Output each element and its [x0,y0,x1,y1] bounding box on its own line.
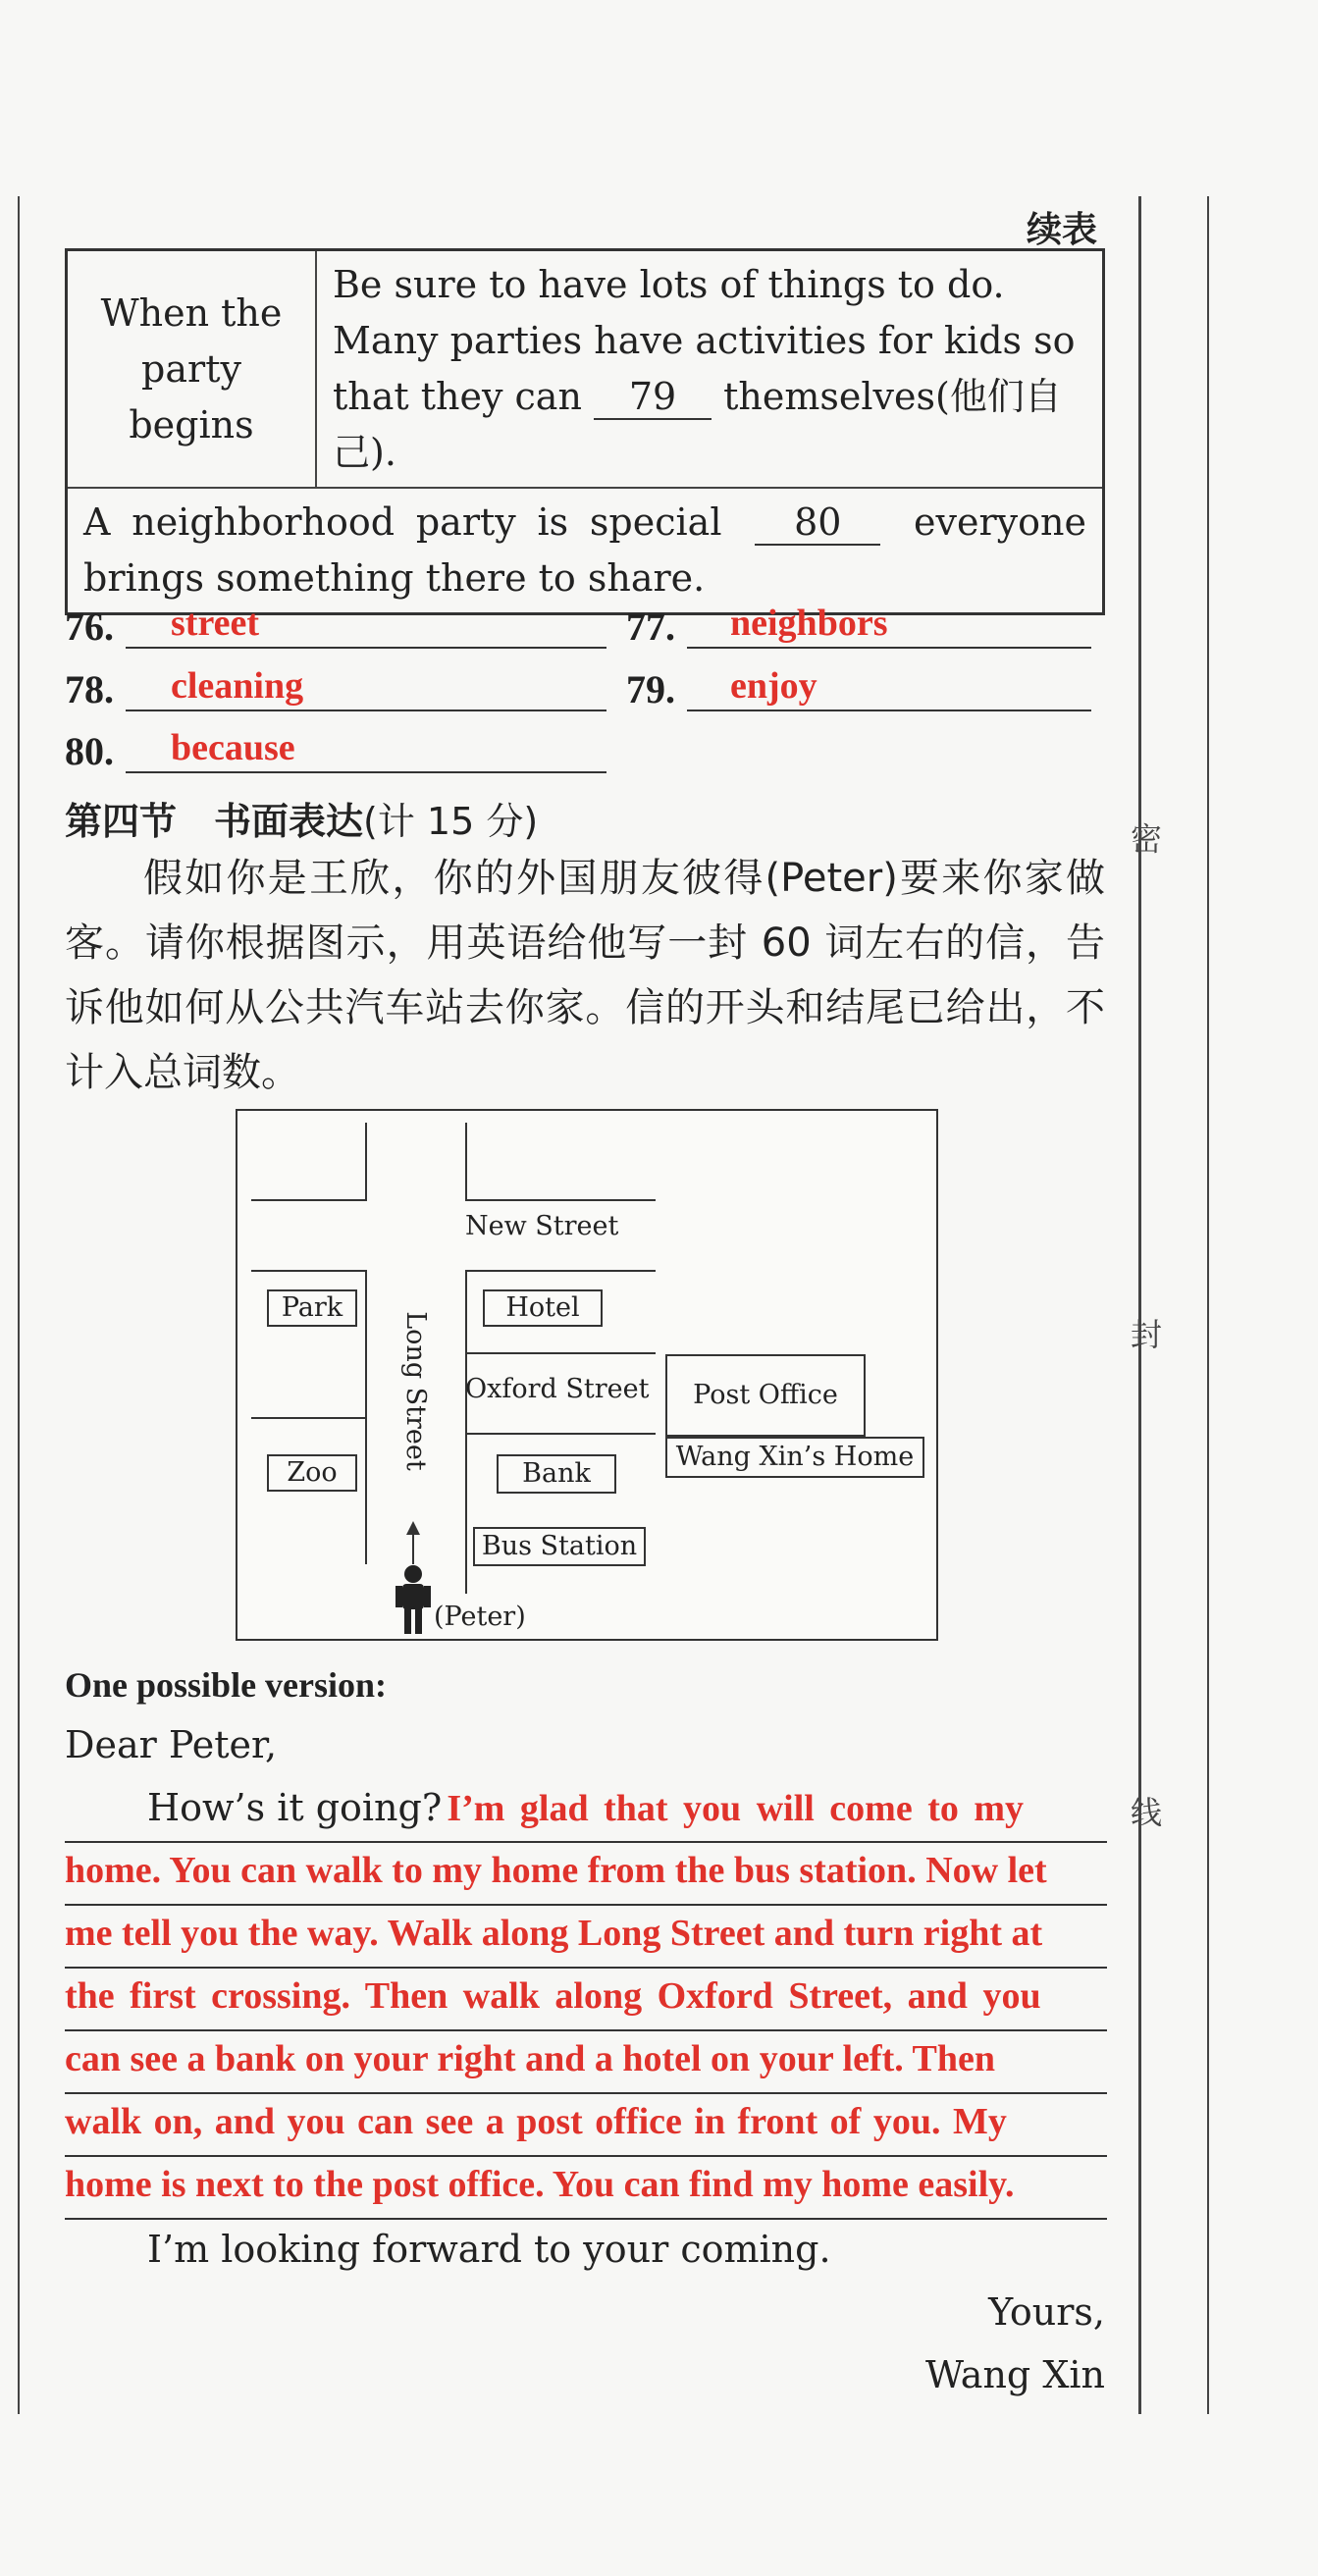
table-row [67,250,1104,489]
info-table [65,248,1105,615]
right-margin-line-1 [1138,196,1141,2414]
margin-mark-2: 封 [1131,1316,1163,1353]
continued-label: 续表 [1027,210,1098,250]
bus-station-box: Bus Station [473,1527,646,1566]
row-label: When the party begins [67,250,317,489]
row-content [67,488,1104,614]
row-content [316,250,1104,489]
row-text: everyone brings something there to share. [83,500,1086,600]
section-score: (计 15 分) [363,800,539,843]
answer-number: 79. [626,667,675,711]
row-text: A neighborhood party is special [83,500,722,544]
park-box: Park [267,1289,357,1327]
table-row [67,488,1104,614]
answer-76 [65,603,260,650]
margin-mark-1: 密 [1131,820,1163,858]
right-margin-line-2 [1207,196,1209,2414]
answer-line: I’m glad that you will come to my [447,1788,1025,1829]
greeting: Dear Peter, [65,1723,278,1766]
route-map [236,1109,938,1641]
person-icon [393,1564,434,1635]
answer-number: 77. [626,605,675,649]
left-margin-line [18,196,20,2414]
answer-line: home is next to the post office. You can find my home easily. [65,2155,1107,2220]
answer-number: 78. [65,667,114,711]
answer-number: 76. [65,605,114,649]
answer-text: neighbors [730,603,888,644]
answer-text: because [171,727,295,768]
closing-line: I’m looking forward to your coming. [147,2228,831,2271]
section-prompt: 假如你是王欣，你的外国朋友彼得(Peter)要来你家做客。请你根据图示，用英语给他写一封 60 词左右的信，告诉他如何从公共汽车站去你家。信的开头和结尾已给出，不计入总词数。 [65,856,1105,1095]
answer-text: enjoy [730,665,817,707]
section-title: 第四节 书面表达 [65,800,364,843]
zoo-box: Zoo [267,1454,357,1492]
blank-79: 79 [594,375,712,420]
direction-arrow [412,1533,414,1564]
signature: Wang Xin [925,2353,1105,2396]
answer-line: the first crossing. Then walk along Oxford Street, and you [65,1967,1107,2031]
answer-79 [626,665,817,712]
hotel-box: Hotel [483,1289,603,1327]
new-street-label: New Street [465,1211,619,1241]
answer-78 [65,665,304,712]
row-text: Be sure to have lots of things to do. Many parties have activities for kids so that they can [333,263,1076,418]
answer-80 [65,727,295,774]
answer-line: me tell you the way. Walk along Long Street and turn right at [65,1904,1107,1969]
section-heading [65,791,538,845]
letter-line-1 [65,1778,1107,1843]
answer-77 [626,603,888,650]
row-text: themselves(他们自己). [333,375,1062,474]
answer-text: street [171,603,260,644]
answer-line: home. You can walk to my home from the bus station. Now let [65,1841,1107,1906]
answer-number: 80. [65,729,114,773]
letter-opening: How’s it going? [147,1786,443,1829]
long-street-label: Long Street [399,1311,431,1471]
post-office-box: Post Office [665,1354,866,1437]
answer-text: cleaning [171,665,304,707]
answer-line: walk on, and you can see a post office in front of you. My [65,2092,1107,2157]
blank-80: 80 [755,500,880,546]
margin-mark-3: 线 [1131,1794,1163,1831]
signoff: Yours, [988,2290,1105,2334]
version-heading: One possible version: [65,1665,388,1705]
answer-line: can see a bank on your right and a hotel on your left. Then [65,2029,1107,2094]
oxford-street-label: Oxford Street [465,1374,650,1404]
home-box: Wang Xin’s Home [665,1437,924,1478]
bank-box: Bank [497,1454,616,1494]
arrow-head-icon [406,1521,420,1535]
peter-label: (Peter) [434,1602,526,1632]
